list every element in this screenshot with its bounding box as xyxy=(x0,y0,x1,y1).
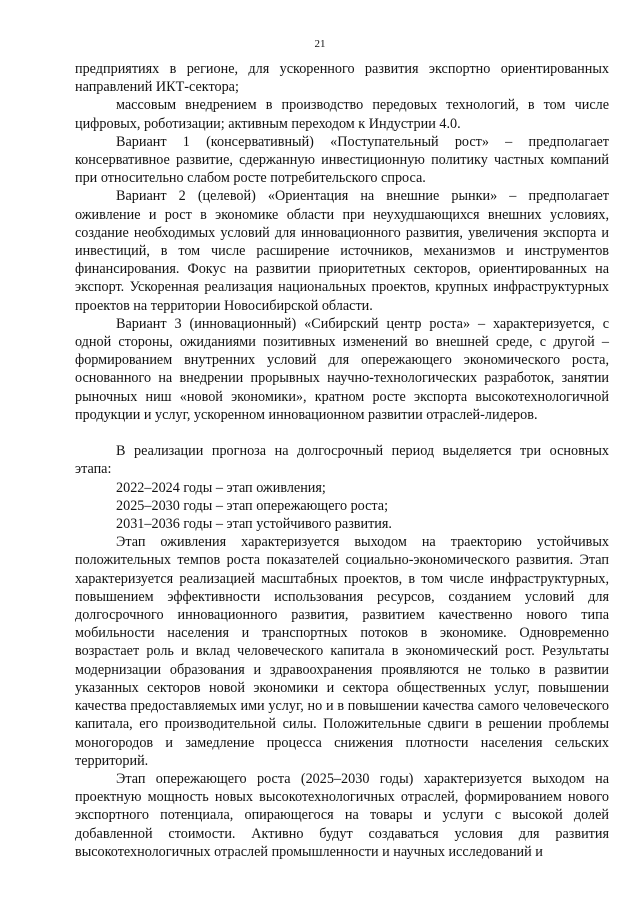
paragraph: 2031–2036 годы – этап устойчивого развития. xyxy=(116,516,392,533)
paragraph: Вариант 2 (целевой) «Ориентация на внешние рынки» – предполагает оживление и рост в экономике области при неухудшающихся внешних условиях, создание необходимых условий для инновационного развития, увеличения экспорта и инвестиций, в том числе расширение источников, механизмов и инструментов финансирования. Фокус на развитии приоритетных секторов, ориентированных на экспорт. Ускоренная реализация национальных проектов, крупных инфраструктурных проектов на территории Новосибирской области. xyxy=(75,188,609,314)
page-number: 21 xyxy=(314,38,326,50)
paragraph: Этап опережающего роста (2025–2030 годы) характеризуется выходом на проектную мощность новых высокотехнологичных отраслей, формированием нового экспортного потенциала, опирающегося на товары и услуги с высокой долей добавленной стоимости. Активно будут создаваться условия для развития высокотехнологичных отраслей промышленности и научных исследований и xyxy=(75,770,609,860)
paragraph: Этап оживления характеризуется выходом на траекторию устойчивых положительных темпов роста показателей социально-экономического развития. Этап характеризуется реализацией масштабных проектов, в том числе инфраструктурных, повышением эффективности использования ресурсов, созданием условий для долгосрочного инновационного развития, развитием качественно нового типа мобильности населения и транспортных потоков в экономике. Одновременно возрастает роль и вклад человеческого капитала в экономический рост. Результаты модернизации образования и здравоохранения проявляются не только в развитии указанных секторов новой экономики и сектора общественных услуг, повышении качества предоставляемых ими услуг, но и в повышении качества самого человеческого капитала, его производительной силы. Положительные сдвиги в решении проблемы моногородов и замедление процесса снижения плотности населения сельских территорий. xyxy=(75,534,609,769)
paragraph: предприятиях в регионе, для ускоренного развития экспортно ориентированных направлений ИКТ-сектора; xyxy=(75,61,609,96)
document-body xyxy=(75,60,609,861)
paragraph-gap xyxy=(75,424,609,442)
paragraph: 2025–2030 годы – этап опережающего роста; xyxy=(116,497,389,514)
paragraph: Вариант 3 (инновационный) «Сибирский центр роста» – характеризуется, с одной стороны, ожиданиями позитивных изменений во внешней среде, с другой – формированием внутренних условий для опережающего экономического роста, основанного на внедрении прорывных научно-технологических разработок, занятии рыночных ниш «новой экономики», кратном росте экспорта высокотехнологичной продукции и услуг, ускоренном инновационном развитии отраслей-лидеров. xyxy=(75,315,609,423)
paragraph: массовым внедрением в производство передовых технологий, в том числе цифровых, роботизации; активным переходом к Индустрии 4.0. xyxy=(75,97,609,132)
paragraph: Вариант 1 (консервативный) «Поступательный рост» – предполагает консервативное развитие, сдержанную инвестиционную политику частных компаний при относительно слабом росте потребительского спроса. xyxy=(75,133,609,187)
paragraph: 2022–2024 годы – этап оживления; xyxy=(116,479,326,496)
paragraph: В реализации прогноза на долгосрочный период выделяется три основных этапа: xyxy=(75,443,609,478)
